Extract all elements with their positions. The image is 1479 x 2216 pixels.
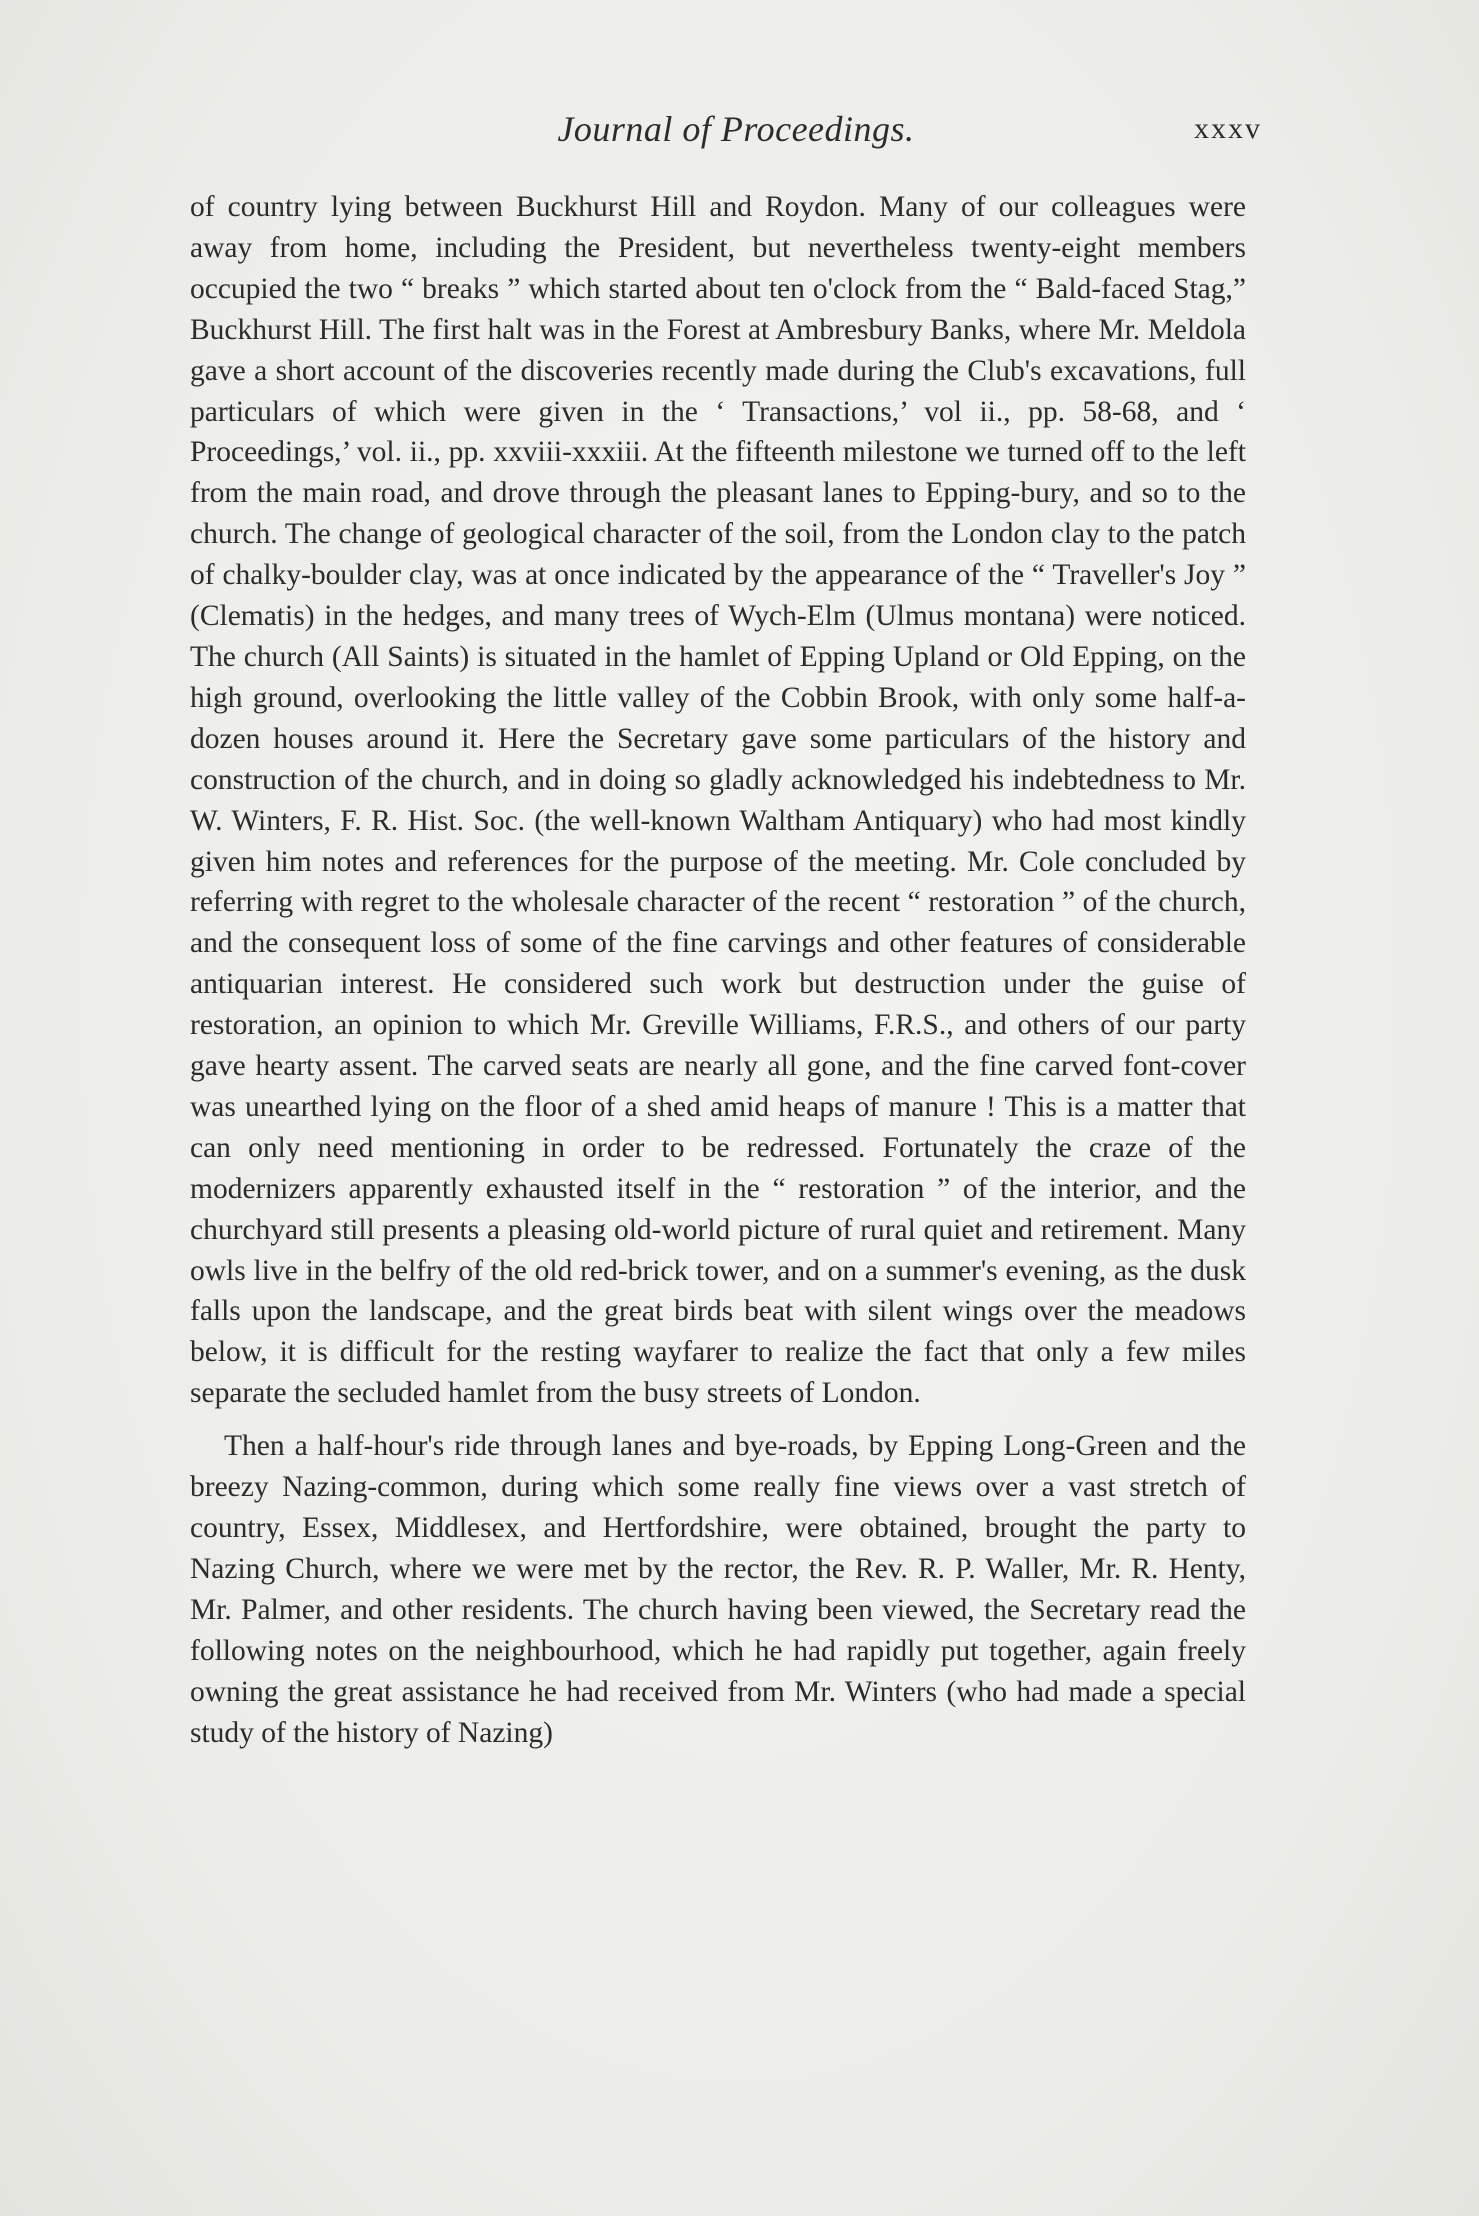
- page-number: xxxv: [1194, 112, 1262, 145]
- paragraph-2: Then a half-hour's ride through lanes and bye-roads, by Epping Long-Green and the breezy Nazing-common, during which some really fine views over a vast stretch of country, Essex, Middlesex, and Hertfordshire, were obtained, brought the party to Nazing Church, where we were met by the rector, the Rev. R. P. Waller, Mr. R. Henty, Mr. Palmer, and other residents. The church having been viewed, the Secretary read the following notes on the neighbourhood, which he had rapidly put together, again freely owning the great assistance he had received from Mr. Winters (who had made a special study of the history of Nazing): [190, 1430, 1246, 1749]
- body-text: [190, 187, 1246, 1753]
- paragraph-1: of country lying between Buckhurst Hill and Roydon. Many of our colleagues were away from home, including the President, but nevertheless twenty-eight members occupied the two “ breaks ” which started about ten o'clock from the “ Bald-faced Stag,” Buckhurst Hill. The first halt was in the Forest at Ambresbury Banks, where Mr. Meldola gave a short account of the discoveries recently made during the Club's excavations, full particulars of which were given in the ‘ Transactions,’ vol ii., pp. 58-68, and ‘ Proceedings,’ vol. ii., pp. xxviii-xxxiii. At the fifteenth milestone we turned off to the left from the main road, and drove through the pleasant lanes to Epping-bury, and so to the church. The change of geological character of the soil, from the London clay to the patch of chalky-boulder clay, was at once indicated by the appearance of the “ Traveller's Joy ” (Clematis) in the hedges, and many trees of Wych-Elm (Ulmus montana) were noticed. The church (All Saints) is situated in the hamlet of Epping Upland or Old Epping, on the high ground, overlooking the little valley of the Cobbin Brook, with only some half-a-dozen houses around it. Here the Secretary gave some particulars of the history and construction of the church, and in doing so gladly acknowledged his indebtedness to Mr. W. Winters, F. R. Hist. Soc. (the well-known Waltham Antiquary) who had most kindly given him notes and references for the purpose of the meeting. Mr. Cole concluded by referring with regret to the wholesale character of the recent “ restoration ” of the church, and the consequent loss of some of the fine carvings and other features of considerable antiquarian interest. He considered such work but destruction under the guise of restoration, an opinion to which Mr. Greville Williams, F.R.S., and others of our party gave hearty assent. The carved seats are nearly all gone, and the fine carved font-cover was unearthed lying on the floor of a shed amid heaps of manure ! This is a matter that can only need mentioning in order to be redressed. Fortunately the craze of the modernizers apparently exhausted itself in the “ restoration ” of the interior, and the churchyard still presents a pleasing old-world picture of rural quiet and retirement. Many owls live in the belfry of the old red-brick tower, and on a summer's evening, as the dusk falls upon the landscape, and the great birds beat with silent wings over the meadows below, it is difficult for the resting wayfarer to realize the fact that only a few miles separate the secluded hamlet from the busy streets of London.: [190, 191, 1246, 1410]
- running-title: Journal of Proceedings.: [557, 109, 915, 149]
- page-header: [190, 108, 1282, 158]
